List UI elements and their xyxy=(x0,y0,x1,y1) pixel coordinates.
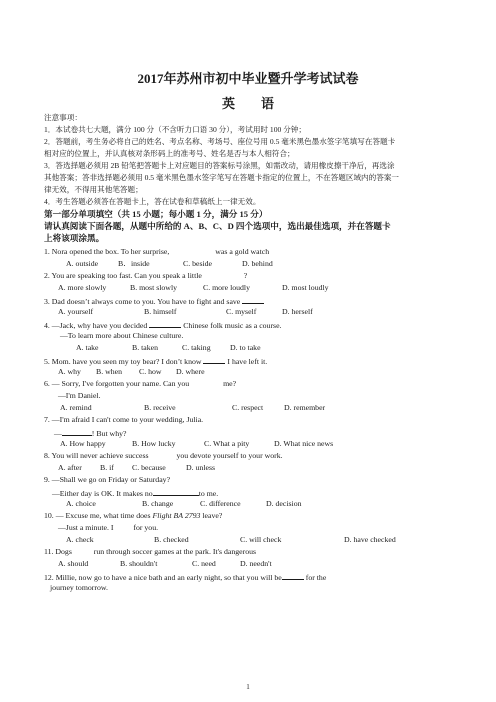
option: A. remind xyxy=(60,403,92,412)
question-text: journey tomorrow. xyxy=(50,583,108,592)
option: B．inside xyxy=(118,259,150,268)
question-text: 12. Millie, now go to have a nice bath and an early night, so that you will be xyxy=(44,573,282,582)
option: B. checked xyxy=(154,535,189,544)
question-text: was a gold watch xyxy=(215,247,270,256)
flight-number: Flight BA 2793 xyxy=(152,511,201,520)
option: B. How lucky xyxy=(132,439,176,448)
option: C. beside xyxy=(183,259,213,268)
option: A. after xyxy=(58,463,82,472)
page-number: 1 xyxy=(246,683,250,691)
option: A. more slowly xyxy=(58,283,107,292)
option: C. What a pity xyxy=(204,439,250,448)
question-text: 9. —Shall we go on Friday or Saturday? xyxy=(44,475,171,484)
part1-instruction: 请认真阅读下面各题，从题中所给的 A、B、C、D 四个选项中，选出最佳选项，并在答题卡 xyxy=(44,221,391,231)
part1-instruction: 上将该项涂黑。 xyxy=(44,233,105,243)
option: A. why xyxy=(58,367,81,376)
option: B. most slowly xyxy=(130,283,178,292)
option: B. if xyxy=(100,463,114,472)
notice-line: 3．答选择题必须用 2B 铅笔把答题卡上对应题目的答案标号涂黑，如需改动，请用橡皮擦干净后，再选涂 xyxy=(44,161,395,170)
option: D. What nice news xyxy=(274,439,334,448)
option: C. difference xyxy=(200,499,241,508)
question-text: I have left it. xyxy=(227,357,268,366)
notice-line: 律无效，不得用其他笔答题； xyxy=(44,185,143,194)
question-8 xyxy=(44,451,456,461)
question-text: 11. Dogs xyxy=(44,547,72,556)
question-10 xyxy=(44,511,456,521)
question-4 xyxy=(44,319,456,331)
question-text: 5. Mom. have you seen my toy bear? I don’t know xyxy=(44,357,202,366)
option: C. myself xyxy=(226,307,257,316)
part1-heading: 第一部分单项填空（共 15 小题；每小题 1 分，满分 15 分） xyxy=(44,209,268,219)
option: D. needn't xyxy=(240,559,272,568)
question-text: ! But why? xyxy=(91,429,127,438)
notice-line: 相对应的位置上，并认真核对条形码上的准考号、姓名是否与本人相符合； xyxy=(44,149,295,158)
question-3 xyxy=(44,295,456,307)
question-text: you devote yourself to your work. xyxy=(176,451,283,460)
answer-blank xyxy=(149,319,181,328)
exam-title: 2017年苏州市初中毕业暨升学考试试卷 xyxy=(137,71,359,86)
question-7 xyxy=(44,415,456,425)
option: A. yourself xyxy=(58,307,94,316)
option: D. decision xyxy=(266,499,302,508)
question-2 xyxy=(44,271,456,281)
option: B. receive xyxy=(144,403,176,412)
question-5 xyxy=(44,355,456,367)
question-text: to me. xyxy=(198,489,219,498)
option: A. How happy xyxy=(60,439,106,448)
answer-blank xyxy=(242,295,264,304)
question-text: Chinese folk music as a course. xyxy=(183,321,282,330)
option: C. more loudly xyxy=(203,283,250,292)
option: C. how xyxy=(139,367,162,376)
question-text: 1. Nora opened the box. To her surprise, xyxy=(44,247,170,256)
question-11 xyxy=(44,547,456,557)
notice-line: 2．答题前，考生务必将自己的姓名、考点名称、考场号、座位号用 0.5 毫米黑色墨水签字笔填写在答题卡 xyxy=(44,137,396,146)
question-text: — xyxy=(54,429,62,438)
question-text: 3. Dad doesn’t always come to you. You have to fight and save xyxy=(44,297,241,306)
question-text: for you. xyxy=(133,523,159,532)
option: B. shouldn't xyxy=(120,559,158,568)
question-text: 2. You are speaking too fast. Can you speak a little xyxy=(44,271,202,280)
question-text: 8. You will never achieve success xyxy=(44,451,149,460)
question-text: run through soccer games at the park. It's dangerous xyxy=(93,547,257,556)
notice-line: 其他答案；答非选择题必须用 0.5 毫米黑色墨水签字笔写在答题卡指定的位置上，不在答题区域内的答案一 xyxy=(44,173,400,182)
option: D. most loudly xyxy=(282,283,329,292)
question-6 xyxy=(44,379,456,389)
answer-blank xyxy=(203,355,225,364)
option: D. have checked xyxy=(344,535,396,544)
question-text: 7. —I'm afraid I can't come to your wedding, Julia. xyxy=(44,415,204,424)
option: C. because xyxy=(132,463,166,472)
answer-blank xyxy=(62,427,92,436)
question-text: ? xyxy=(243,271,248,280)
subject-title: 英 语 xyxy=(221,96,274,111)
question-text: me? xyxy=(223,379,237,388)
question-text: —I'm Daniel. xyxy=(58,391,101,400)
option: B. himself xyxy=(144,307,177,316)
option: D. where xyxy=(176,367,205,376)
option: A. should xyxy=(58,559,89,568)
notice-line: 1．本试卷共七大题，满分 100 分（不含听力口语 30 分），考试用时 100 分钟； xyxy=(44,125,306,134)
option: A. take xyxy=(76,343,99,352)
notice-line: 4．考生答题必须答在答题卡上，答在试卷和草稿纸上一律无效。 xyxy=(44,197,261,206)
option: B. when xyxy=(96,367,122,376)
answer-blank xyxy=(282,571,304,580)
question-text: for the xyxy=(305,573,327,582)
option: D. remember xyxy=(284,403,326,412)
option: B. change xyxy=(142,499,174,508)
option: D. to take xyxy=(230,343,261,352)
option: B. taken xyxy=(132,343,158,352)
question-text: —Just a minute. I xyxy=(58,523,114,532)
option: C. taking xyxy=(182,343,211,352)
question-12 xyxy=(44,571,456,583)
question-text: —Either day is OK. It makes no xyxy=(52,489,153,498)
question-1 xyxy=(44,247,456,257)
option: D. behind xyxy=(242,259,273,268)
notice-heading: 注意事项： xyxy=(44,113,82,122)
option: A. choice xyxy=(66,499,96,508)
option: A. check xyxy=(66,535,94,544)
question-text: 6. — Sorry, I've forgotten your name. Can you xyxy=(44,379,190,388)
option: A. outside xyxy=(66,259,99,268)
answer-blank xyxy=(153,487,199,496)
option: C. respect xyxy=(232,403,264,412)
question-text: —To learn more about Chinese culture. xyxy=(60,331,184,340)
question-text: 10. — Excuse me, what time does xyxy=(44,511,151,520)
question-text: 4. —Jack, why have you decided xyxy=(44,321,148,330)
option: D. unless xyxy=(186,463,216,472)
question-text: leave? xyxy=(202,511,223,520)
option: D. herself xyxy=(282,307,313,316)
question-9 xyxy=(44,475,456,485)
option: C. will check xyxy=(240,535,282,544)
option: C. need xyxy=(192,559,216,568)
